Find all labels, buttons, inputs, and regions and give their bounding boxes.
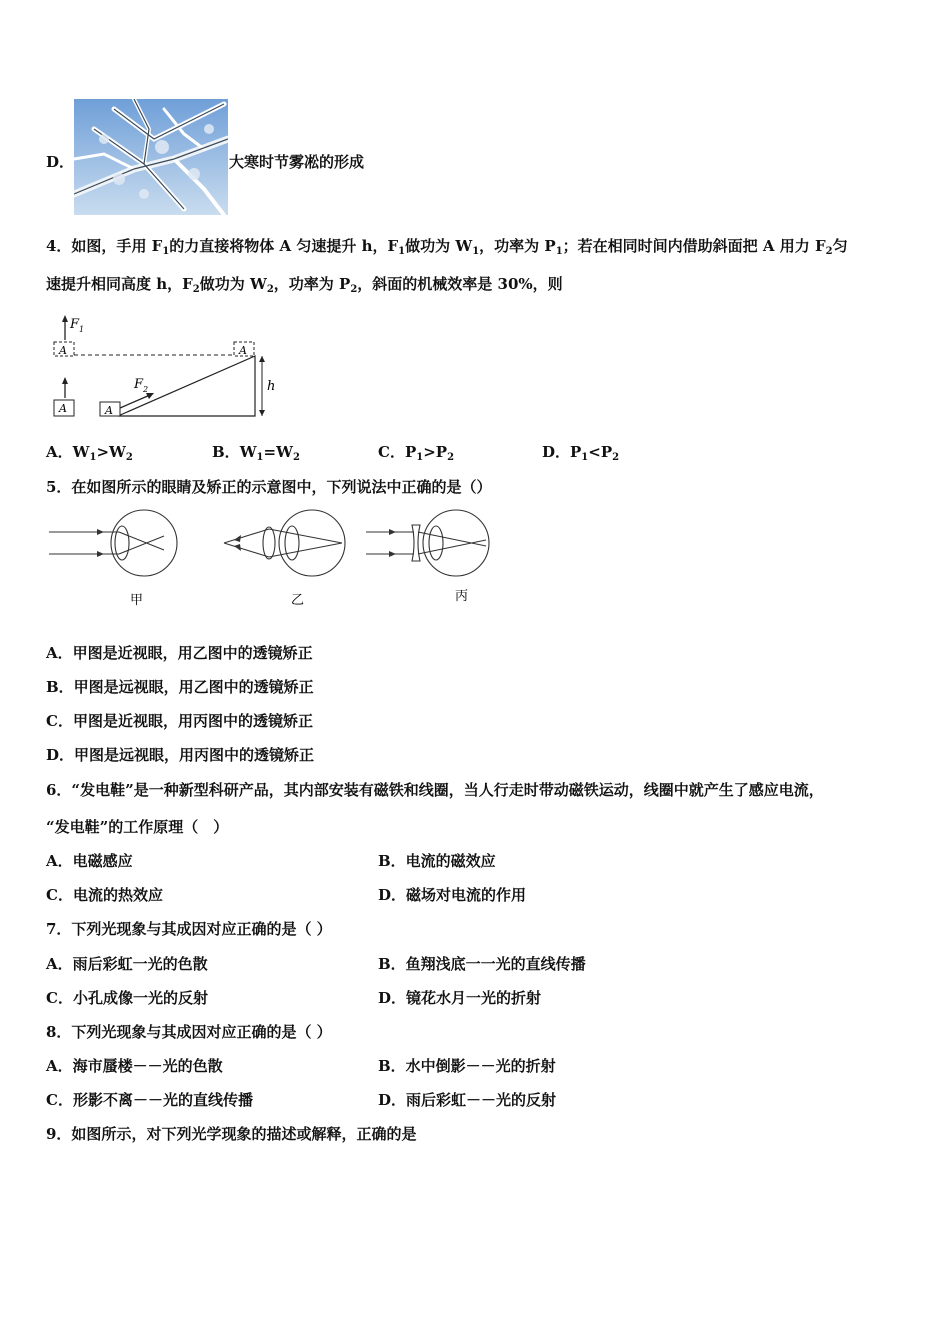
q5-option-b[interactable]: B．甲图是远视眼，用乙图中的透镜矫正 (46, 678, 314, 696)
eye-diagrams (44, 505, 504, 610)
label-yi: 乙 (291, 593, 305, 608)
q4-option-a[interactable]: A．$W_1>W_2$ (46, 443, 133, 463)
q8-stem: 8．下列光现象与其成因对应正确的是（ ） (46, 1023, 332, 1041)
svg-text:A: A (239, 344, 247, 357)
q5-option-a[interactable]: A．甲图是近视眼，用乙图中的透镜矫正 (46, 644, 313, 662)
q4-stem-line2: 速提升相同高度 h，$F_2$做功为 $W_2$，功率为 $P_2$，斜面的机械效率是 30%，则 (46, 275, 563, 295)
q4-stem-line1: 4．如图，手用 $F_1$的力直接将物体 A 匀速提升 h，$F_1$做功为 $W_1$，功率为 $P_1$；若在相同时间内借助斜面把 A 用力 $F_2$匀 (46, 237, 848, 257)
q6-option-b[interactable]: B．电流的磁效应 (378, 852, 496, 870)
q7-option-a[interactable]: A．雨后彩虹一光的色散 (46, 955, 208, 973)
q4-option-d[interactable]: D．$P_1<P_2$ (542, 443, 620, 463)
q7-option-b[interactable]: B．鱼翔浅底一一光的直线传播 (378, 955, 586, 973)
q5-stem: 5．在如图所示的眼睛及矫正的示意图中，下列说法中正确的是（） (46, 478, 492, 496)
label-jia: 甲 (130, 593, 144, 608)
q8-option-c[interactable]: C．形影不离－－光的直线传播 (46, 1091, 253, 1109)
eye-yi (279, 510, 345, 576)
f2-label: $F_2$ (134, 377, 149, 394)
q6-stem-line1: 6．“发电鞋”是一种新型科研产品，其内部安装有磁铁和线圈，当人行走时带动磁铁运动，线圈中就产生了感应电流， (46, 781, 824, 799)
eye-bing (423, 510, 489, 576)
q3-option-d-text: 大寒时节雾凇的形成 (229, 153, 365, 171)
q5-option-c[interactable]: C．甲图是近视眼，用丙图中的透镜矫正 (46, 712, 313, 730)
f1-label: $F_1$ (70, 317, 85, 334)
q6-option-d[interactable]: D．磁场对电流的作用 (378, 886, 527, 904)
q6-option-a[interactable]: A．电磁感应 (46, 852, 133, 870)
q6-option-c[interactable]: C．电流的热效应 (46, 886, 163, 904)
svg-text:A: A (105, 404, 113, 417)
q6-stem-line2: “发电鞋”的工作原理（ ） (46, 818, 229, 836)
q9-stem: 9．如图所示，对下列光学现象的描述或解释，正确的是 (46, 1125, 417, 1143)
q7-stem: 7．下列光现象与其成因对应正确的是（ ） (46, 920, 332, 938)
incline-diagram (48, 312, 288, 422)
q3-option-d-letter: D． (46, 153, 75, 171)
q7-option-c[interactable]: C．小孔成像一光的反射 (46, 989, 208, 1007)
eye-jia (111, 510, 177, 576)
q8-option-d[interactable]: D．雨后彩虹－－光的反射 (378, 1091, 557, 1109)
q7-option-d[interactable]: D．镜花水月一光的折射 (378, 989, 542, 1007)
svg-text:A: A (59, 402, 67, 415)
q8-option-a[interactable]: A．海市蜃楼－－光的色散 (46, 1057, 223, 1075)
label-bing: 丙 (455, 589, 469, 604)
height-label: h (267, 379, 276, 394)
q5-option-d[interactable]: D．甲图是远视眼，用丙图中的透镜矫正 (46, 746, 315, 764)
q4-option-b[interactable]: B．$W_1=W_2$ (212, 443, 300, 463)
q4-option-c[interactable]: C．$P_1>P_2$ (378, 443, 455, 463)
svg-text:A: A (59, 344, 67, 357)
f2-arrow (120, 395, 150, 408)
q8-option-b[interactable]: B．水中倒影－－光的折射 (378, 1057, 556, 1075)
frost-rime-photo (74, 99, 228, 215)
